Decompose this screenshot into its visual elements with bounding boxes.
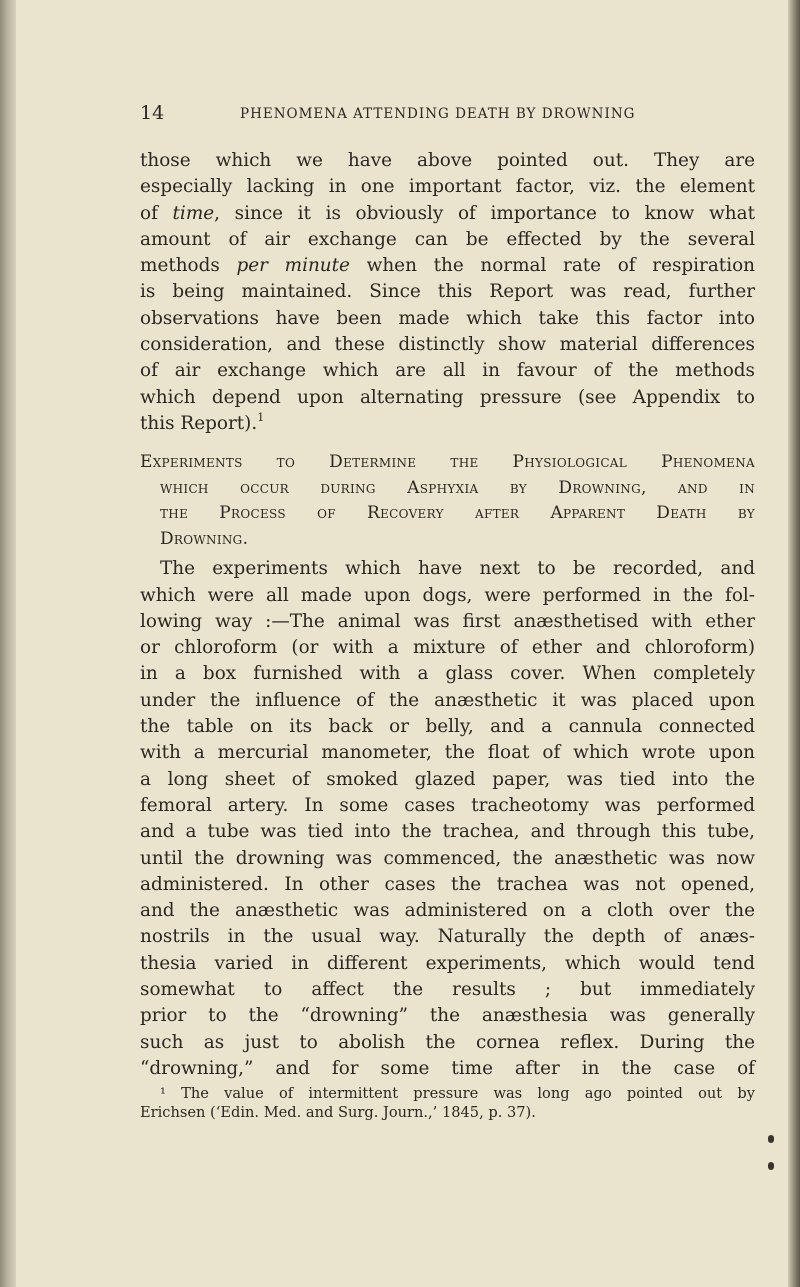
text-line: somewhat to affect the results ; but immediately bbox=[140, 979, 755, 1001]
text-line: such as just to abolish the cornea reflex. During the bbox=[140, 1031, 755, 1053]
text-line: a long sheet of smoked glazed paper, was tied into the bbox=[140, 768, 755, 790]
text-line: this Report).$^1$ bbox=[140, 410, 265, 434]
text-line: “drowning,” and for some time after in the case of bbox=[140, 1057, 755, 1079]
italic-term: per minute bbox=[236, 255, 350, 277]
text-line: observations have been made which take this factor into bbox=[140, 307, 755, 329]
text-line: those which we have above pointed out. They are bbox=[140, 150, 755, 171]
text-line: and a tube was tied into the trachea, and through this tube, bbox=[140, 821, 755, 843]
text-line: lowing way :—The animal was first anæsthetised with ether bbox=[140, 610, 755, 632]
footnote-line: Erichsen (‘Edin. Med. and Surg. Journ.,’ 1845, p. 37). bbox=[140, 1104, 536, 1122]
text-line: administered. In other cases the trachea was not opened, bbox=[140, 873, 755, 895]
text-line: and the anæsthetic was administered on a cloth over the bbox=[140, 900, 755, 922]
heading-line: Experiments to Determine the Physiological Phenomena bbox=[140, 452, 755, 473]
text-line: prior to the “drowning” the anæsthesia was generally bbox=[140, 1005, 755, 1027]
text-line: of time, since it is obviously of importance to know what bbox=[140, 202, 756, 224]
text-line: which depend upon alternating pressure (see Appendix to bbox=[140, 386, 755, 408]
text-line: under the influence of the anæsthetic it was placed upon bbox=[140, 689, 755, 711]
paragraph-continuation bbox=[140, 148, 755, 437]
text-line: in a box furnished with a glass cover. When completely bbox=[140, 663, 755, 685]
text-line: which were all made upon dogs, were performed in the fol- bbox=[140, 584, 755, 606]
text-line: amount of air exchange can be effected by the several bbox=[140, 228, 755, 250]
footnote-line: ¹ The value of intermittent pressure was long ago pointed out by bbox=[160, 1085, 755, 1103]
text-line: thesia varied in different experiments, which would tend bbox=[140, 952, 755, 974]
text-line: consideration, and these distinctly show material differences bbox=[140, 334, 755, 356]
italic-term: time bbox=[172, 202, 215, 224]
running-title: PHENOMENA ATTENDING DEATH BY DROWNING bbox=[240, 106, 636, 122]
heading-line: Drowning. bbox=[160, 528, 249, 549]
text-line: the table on its back or belly, and a cannula connected bbox=[140, 716, 755, 738]
section-heading bbox=[140, 450, 755, 552]
paragraph bbox=[140, 556, 755, 1082]
heading-line: which occur during Asphyxia by Drowning, and in bbox=[160, 477, 755, 498]
right-page-edge bbox=[788, 0, 800, 1287]
text-line: femoral artery. In some cases tracheotomy was performed bbox=[140, 794, 755, 816]
left-page-edge bbox=[0, 0, 16, 1287]
text-line: with a mercurial manometer, the float of which wrote upon bbox=[140, 742, 755, 764]
book-page bbox=[140, 100, 755, 1122]
text-line: especially lacking in one important factor, viz. the element bbox=[140, 176, 755, 198]
text-line: is being maintained. Since this Report was read, further bbox=[140, 281, 755, 303]
text-line: of air exchange which are all in favour of the methods bbox=[140, 360, 755, 382]
ink-spot bbox=[768, 1135, 774, 1143]
footnote bbox=[140, 1084, 755, 1122]
text-line: nostrils in the usual way. Naturally the depth of anæs- bbox=[140, 926, 755, 948]
text-line: until the drowning was commenced, the anæsthetic was now bbox=[140, 847, 755, 869]
running-head bbox=[140, 100, 755, 130]
ink-spot bbox=[768, 1162, 774, 1170]
text-line: or chloroform (or with a mixture of ether and chloroform) bbox=[140, 637, 755, 659]
heading-line: the Process of Recovery after Apparent Death by bbox=[160, 503, 755, 524]
footnote-marker: 1 bbox=[257, 410, 265, 424]
text-line: methods per minute when the normal rate of respiration bbox=[140, 255, 755, 277]
text-line: The experiments which have next to be recorded, and bbox=[160, 558, 755, 580]
page-number: 14 bbox=[140, 102, 165, 124]
